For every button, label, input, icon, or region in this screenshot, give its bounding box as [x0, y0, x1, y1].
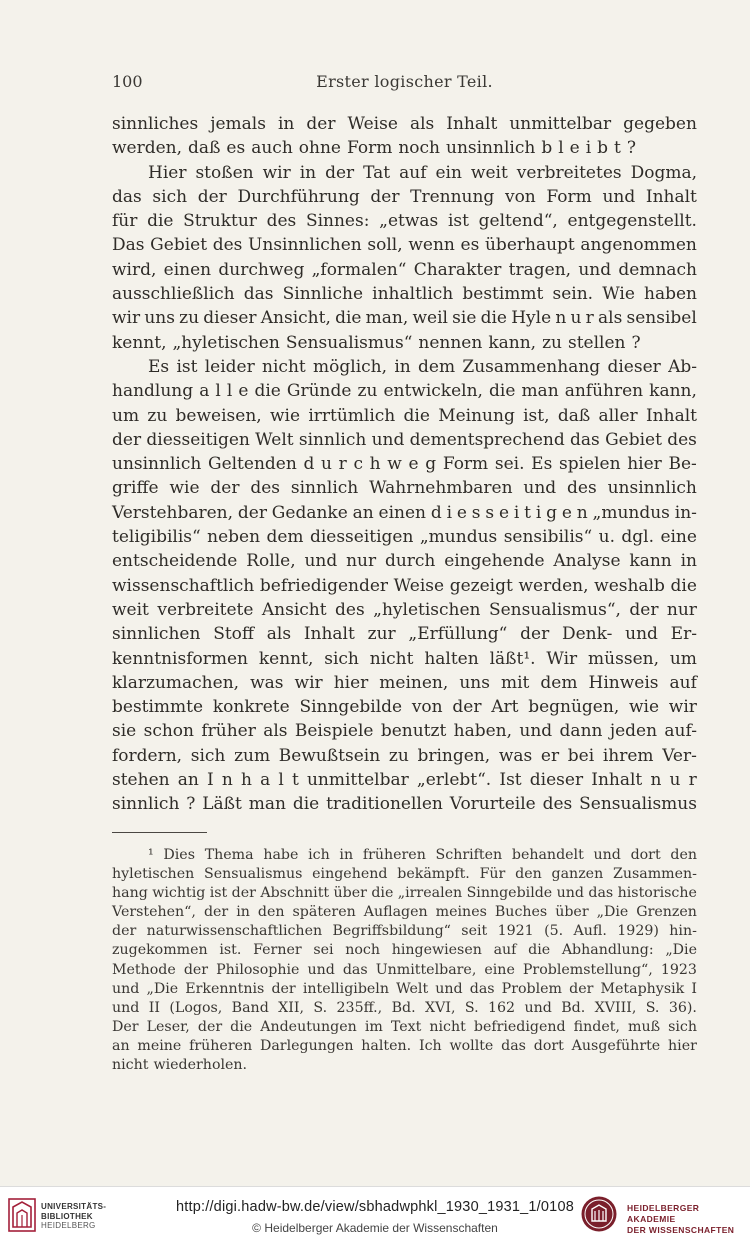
body-text-line: wir uns zu dieser Ansicht, die man, weil sie die Hyle n u r als sensibel — [112, 308, 697, 329]
body-text-line: kenntnisformen kennt, sich nicht halten läßt¹. Wir müssen, um — [112, 648, 697, 669]
academy-name-line2: DER WISSENSCHAFTEN — [627, 1225, 735, 1235]
body-text-line: teligibilis“ neben dem diesseitigen „mundus sensibilis“ u. dgl. eine — [112, 527, 697, 548]
body-text-line: wissenschaftlich befriedigender Weise gezeigt werden, weshalb die — [112, 575, 697, 596]
body-text-line: sinnliches jemals in der Weise als Inhalt unmittelbar gegeben — [112, 114, 697, 134]
body-text-line: handlung a l l e die Gründe zu entwickeln, die man anführen kann, — [112, 381, 697, 402]
viewer-footer — [0, 1186, 750, 1243]
footnote-line: Methode der Philosophie und das Unmittelbare, eine Problemstellung“, 1923 — [112, 961, 697, 978]
academy-seal-icon[interactable] — [580, 1195, 618, 1233]
body-text-line: für die Struktur des Sinnes: „etwas ist geltend“, entgegenstellt. — [112, 211, 697, 232]
permalink-url[interactable]: http://digi.hadw-bw.de/view/sbhadwphkl_1930_1931_1/0108 — [176, 1199, 574, 1215]
library-city: HEIDELBERG — [41, 1221, 96, 1230]
body-text-line: bestimmte konkrete Sinngebilde von der Art begnügen, wie wir — [112, 697, 697, 718]
footnote-line: an meine früheren Darlegungen halten. Ich wollte das dort Ausgeführte hier — [112, 1037, 697, 1054]
footnote-block — [112, 846, 697, 1075]
body-text-line: weit verbreitete Ansicht des „hyletischen Sensualismus“, der nur — [112, 599, 697, 620]
academy-name-line1: HEIDELBERGER AKADEMIE — [627, 1203, 700, 1224]
running-title: Erster logischer Teil. — [316, 72, 493, 91]
body-text-line: sinnlich ? Läßt man die traditionellen Vorurteile des Sensualismus — [112, 794, 697, 815]
body-text-line: sie schon früher als Beispiele benutzt haben, und dann jeden auf- — [112, 721, 697, 742]
footnote-line: und II (Logos, Band XII, S. 235ff., Bd. XVI, S. 162 und Bd. XVIII, S. 36). — [112, 999, 697, 1016]
footnote-line: Der Leser, der die Andeutungen im Text nicht befriedigend findet, muß sich — [112, 1018, 697, 1035]
academy-name — [627, 1203, 750, 1236]
body-text-line: ausschließlich das Sinnliche inhaltlich bestimmt sein. Wie haben — [112, 284, 697, 305]
copyright-notice: © Heidelberger Akademie der Wissenschaften — [252, 1221, 498, 1235]
body-text-line: fordern, sich zum Bewußtsein zu bringen, was er bei ihrem Ver- — [112, 745, 697, 766]
footnote-line: hang wichtig ist der Abschnitt über die „irrealen Sinngebilde und das historische — [112, 885, 697, 902]
main-text-block — [112, 112, 697, 817]
footnote-line: und „Die Erkenntnis der intelligibeln Welt und das Problem der Metaphysik I — [112, 980, 697, 997]
body-text-line: das sich der Durchführung der Trennung von Form und Inhalt — [112, 186, 697, 207]
body-text-line: kennt, „hyletischen Sensualismus“ nennen kann, zu stellen ? — [112, 332, 641, 353]
footnote-line: zugekommen ist. Ferner sei noch hingewiesen auf die Abhandlung: „Die — [112, 942, 697, 959]
body-text-line: der diesseitigen Welt sinnlich und dementsprechend das Gebiet des — [112, 429, 697, 450]
footnote-line: der naturwissenschaftlichen Begriffsbildung“ seit 1921 (5. Aufl. 1929) hin- — [112, 923, 697, 940]
body-text-line: stehen an I n h a l t unmittelbar „erlebt“. Ist dieser Inhalt n u r — [112, 770, 697, 791]
body-text-line: Das Gebiet des Unsinnlichen soll, wenn es überhaupt angenommen — [112, 235, 697, 256]
footnote-line: nicht wiederholen. — [112, 1057, 248, 1074]
body-text-line: griffe wie der des sinnlich Wahrnehmbaren und des unsinnlich — [112, 478, 697, 499]
body-text-line: Verstehbaren, der Gedanke an einen d i e s s e i t i g e n „mundus in- — [112, 502, 697, 523]
body-text-line: um zu beweisen, wie irrtümlich die Meinung ist, daß aller Inhalt — [112, 405, 697, 426]
body-text-line: unsinnlich Geltenden d u r c h w e g Form sei. Es spielen hier Be- — [112, 454, 697, 475]
body-text-line: entscheidende Rolle, und nur durch eingehende Analyse kann in — [112, 551, 697, 572]
body-text-line: wird, einen durchweg „formalen“ Charakter tragen, und demnach — [112, 259, 697, 280]
body-text-line: Es ist leider nicht möglich, in dem Zusammenhang dieser Ab- — [148, 356, 697, 377]
page-number: 100 — [112, 72, 143, 91]
body-text-line: werden, daß es auch ohne Form noch unsinnlich b l e i b t ? — [112, 138, 636, 159]
footnote-line: Verstehen“, der in den späteren Auflagen meines Buches über „Die Grenzen — [112, 904, 697, 921]
footnote-line: hyletischen Sensualismus eingehend bekämpft. Für den ganzen Zusammen- — [112, 866, 697, 883]
library-name-line1: UNIVERSITÄTS- — [41, 1202, 107, 1211]
body-text-line: sinnlichen Stoff als Inhalt zur „Erfüllung“ der Denk- und Er- — [112, 624, 697, 645]
body-text-line: Hier stoßen wir in der Tat auf ein weit verbreitetes Dogma, — [148, 162, 697, 183]
footnote-line: ¹ Dies Thema habe ich in früheren Schriften behandelt und dort den — [148, 847, 697, 863]
body-text-line: klarzumachen, was wir hier meinen, uns mit dem Hinweis auf — [112, 672, 697, 693]
footnote-separator — [112, 832, 207, 833]
library-name-line2: BIBLIOTHEK — [41, 1211, 93, 1221]
page-header — [112, 72, 697, 96]
